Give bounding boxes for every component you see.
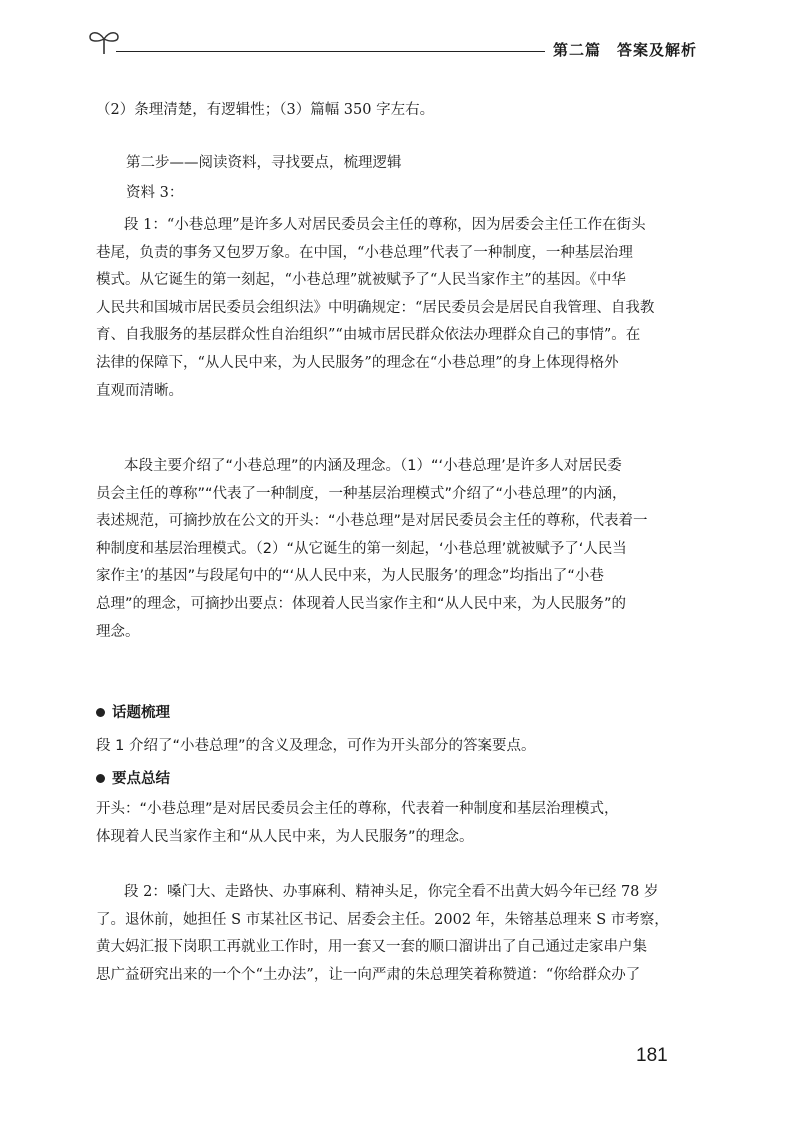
section-title: 第二篇 答案及解析 bbox=[553, 41, 698, 59]
bullet-icon bbox=[96, 774, 105, 783]
text-line: 直观而清晰。 bbox=[96, 382, 183, 399]
text-line: 理念。 bbox=[96, 623, 140, 640]
step-heading: 第二步——阅读资料，寻找要点，梳理逻辑 bbox=[126, 155, 402, 171]
text-line: 种制度和基层治理模式。（2）“从它诞生的第一刻起，‘小巷总理’就被赋予了‘人民当 bbox=[96, 540, 627, 557]
requirement-line: （2）条理清楚，有逻辑性；（3）篇幅 350 字左右。 bbox=[96, 102, 435, 118]
text-line: 段 2：嗓门大、走路快、办事麻利、精神头足，你完全看不出黄大妈今年已经 78 岁 bbox=[124, 884, 659, 900]
text-line: 巷尾，负责的事务又包罗万象。在中国，“小巷总理”代表了一种制度，一种基层治理 bbox=[96, 244, 633, 261]
text-line: 家作主’的基因”与段尾句中的“‘从人民中来，为人民服务’的理念”均指出了“小巷 bbox=[96, 568, 604, 585]
text-line: 了。退休前，她担任 S 市某社区书记、居委会主任。2002 年，朱镕基总理来 S 市考察， bbox=[96, 911, 669, 928]
text-line: 人民共和国城市居民委员会组织法》中明确规定：“居民委员会是居民自我管理、自我教 bbox=[96, 299, 655, 316]
bullet-icon bbox=[96, 708, 105, 717]
header-rule bbox=[116, 51, 545, 52]
text-line: 总理”的理念，可摘抄出要点：体现着人民当家作主和“从人民中来，为人民服务”的 bbox=[96, 595, 627, 612]
key-points-heading: 要点总结 bbox=[96, 767, 170, 788]
text-line: 黄大妈汇报下岗职工再就业工作时，用一套又一套的顺口溜讲出了自己通过走家串户集 bbox=[96, 939, 647, 956]
text-line: 段 1：“小巷总理”是许多人对居民委员会主任的尊称，因为居委会主任工作在街头 bbox=[124, 217, 646, 233]
material-label: 资料 3： bbox=[126, 185, 184, 201]
material-paragraph-1 bbox=[96, 212, 696, 405]
text-line: 法律的保障下，“从人民中来，为人民服务”的理念在“小巷总理”的身上体现得格外 bbox=[96, 354, 619, 371]
material-paragraph-2 bbox=[96, 879, 696, 989]
text-line: 育、自我服务的基层群众性自治组织”“由城市居民群众依法办理群众自己的事情”。在 bbox=[96, 327, 641, 344]
text-line: 本段主要介绍了“小巷总理”的内涵及理念。（1）“‘小巷总理’是许多人对居民委 bbox=[124, 458, 622, 474]
text-line: 表述规范，可摘抄放在公文的开头：“小巷总理”是对居民委员会主任的尊称，代表着一 bbox=[96, 513, 648, 530]
topic-sorting-text: 段 1 介绍了“小巷总理”的含义及理念，可作为开头部分的答案要点。 bbox=[96, 738, 536, 754]
key-points-text bbox=[96, 796, 696, 851]
text-line: 模式。从它诞生的第一刻起，“小巷总理”就被赋予了“人民当家作主”的基因。《中华 bbox=[96, 272, 626, 289]
text-line: 员会主任的尊称”“代表了一种制度，一种基层治理模式”介绍了“小巷总理”的内涵， bbox=[96, 485, 627, 502]
topic-sorting-heading: 话题梳理 bbox=[96, 701, 170, 722]
page-number: 181 bbox=[636, 1045, 668, 1066]
text-line: 思广益研究出来的一个个“土办法”，让一向严肃的朱总理笑着称赞道：“你给群众办了 bbox=[96, 966, 641, 983]
text-line: 开头：“小巷总理”是对居民委员会主任的尊称，代表着一种制度和基层治理模式， bbox=[96, 801, 619, 817]
text-line: 体现着人民当家作主和“从人民中来，为人民服务”的理念。 bbox=[96, 828, 474, 845]
analysis-paragraph-1 bbox=[96, 453, 696, 646]
